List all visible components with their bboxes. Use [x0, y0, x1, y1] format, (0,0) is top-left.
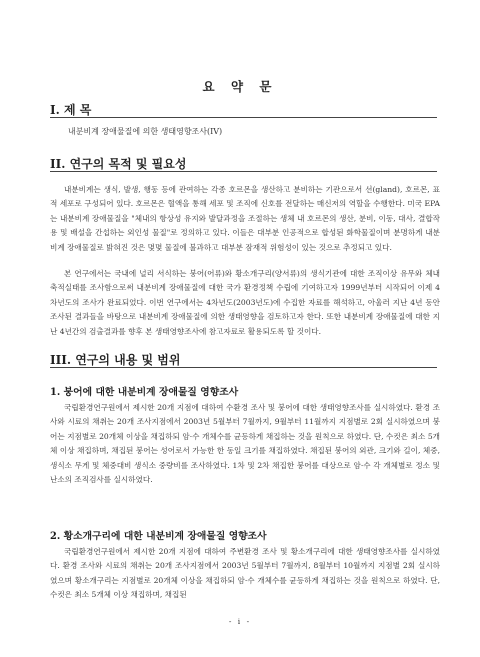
report-subject: 내분비계 장애물질에 의한 생태영향조사(IV)	[68, 127, 223, 136]
document-title: 요 약 문	[202, 79, 278, 94]
section-3-heading: III. 연구의 내용 및 범위	[50, 353, 181, 367]
subsection-1-heading: 1. 붕어에 대한 내분비계 장애물질 영향조사	[50, 387, 239, 398]
section-1-rule	[50, 117, 437, 118]
section-2-heading: II. 연구의 목적 및 필요성	[50, 157, 187, 171]
section-2-paragraph-1: 내분비계는 생식, 발생, 행동 등에 관여하는 각종 호르몬을 생산하고 분비하는 기관으로서 선(gland), 호르몬, 표적 세포로 구성되어 있다. 호르몬은 혈액을 통해 세포 및 조직에 신호를 전달하는 매신저의 역할을 수행한다. 미국 EPA는 내분비계 장애물질을 "체내의 항상성 유지와 발달과정을 조절하는 생체 내 호르몬의 생산, 분비, 이동, 대사, 결합작용 및 배설을 간섭하는 외인성 물질"로 정의하고 있다. 이들은 대부분 인공적으로 합성된 화학물질이며 분명하게 내분비계 장애물질로 밝혀진 것은 몇몇 물질에 불과하고 대부분 잠재적 위험성이 있는 것으로 추정되고 있다.	[50, 185, 440, 252]
section-2-paragraph-2: 본 연구에서는 국내에 널리 서식하는 붕어(어류)와 황소개구리(양서류)의 생식기관에 대한 조직이상 유무와 체내 축적실태를 조사함으로써 내분비계 장애물질에 대한 국가 환경정책 수립에 기여하고자 1999년부터 시작되어 이제 4차년도의 조사가 완료되었다. 이번 연구에서는 4차년도(2003년도)에 수집한 자료를 해석하고, 아울러 지난 4년 동안 조사된 결과들을 바탕으로 내분비계 장애물질에 의한 생태영향을 검토하고자 한다. 또한 내분비계 장애물질에 대한 지난 4년간의 검출결과를 향후 본 생태영향조사에 참고자료로 활용되도록 할 것이다.	[50, 269, 440, 336]
page-number: - i -	[228, 617, 252, 626]
subsection-1-paragraph: 국립환경연구원에서 제시한 20개 지점에 대하여 수환경 조사 및 붕어에 대한 생태영향조사를 실시하였다. 환경 조사와 시료의 채취는 20개 조사지점에서 2003년 5월부터 7월까지, 9월부터 11월까지 지점별로 2회 실시하였으며 붕어는 지점별로 20개체 이상을 채집하되 암·수 개체수를 균등하게 채집하는 것을 원칙으로 하였다. 단, 수컷은 최소 5개체 이상 채집하며, 채집된 붕어는 성어로서 가능한 한 동일 크기를 채집하였다. 채집된 붕어의 외관, 크기와 길이, 체중, 생식소 무게 및 체중대비 생식소 중량비를 조사하였다. 1차 및 2차 채집한 붕어를 대상으로 암·수 각 개체별로 정소 및 난소의 조직검사를 실시하였다.	[50, 403, 440, 485]
section-3-rule	[50, 367, 437, 368]
section-2-rule	[50, 171, 437, 172]
section-1-heading: I. 제 목	[50, 103, 92, 117]
subsection-2-paragraph: 국립환경연구원에서 제시한 20개 지점에 대하여 주변환경 조사 및 황소개구리에 대한 생태영향조사를 실시하였다. 환경 조사와 시료의 채취는 20개 조사지점에서 2003년 5월부터 7월까지, 8월부터 10월까지 지점별 2회 실시하였으며 황소개구리는 지점별로 20개체 이상을 채집하되 암·수 개체수를 균등하게 채집하는 것을 원칙으로 하였다. 단, 수컷은 최소 5개체 이상 채집하며, 채집된	[50, 547, 440, 600]
subsection-2-heading: 2. 황소개구리에 대한 내분비계 장애물질 영향조사	[50, 531, 267, 542]
